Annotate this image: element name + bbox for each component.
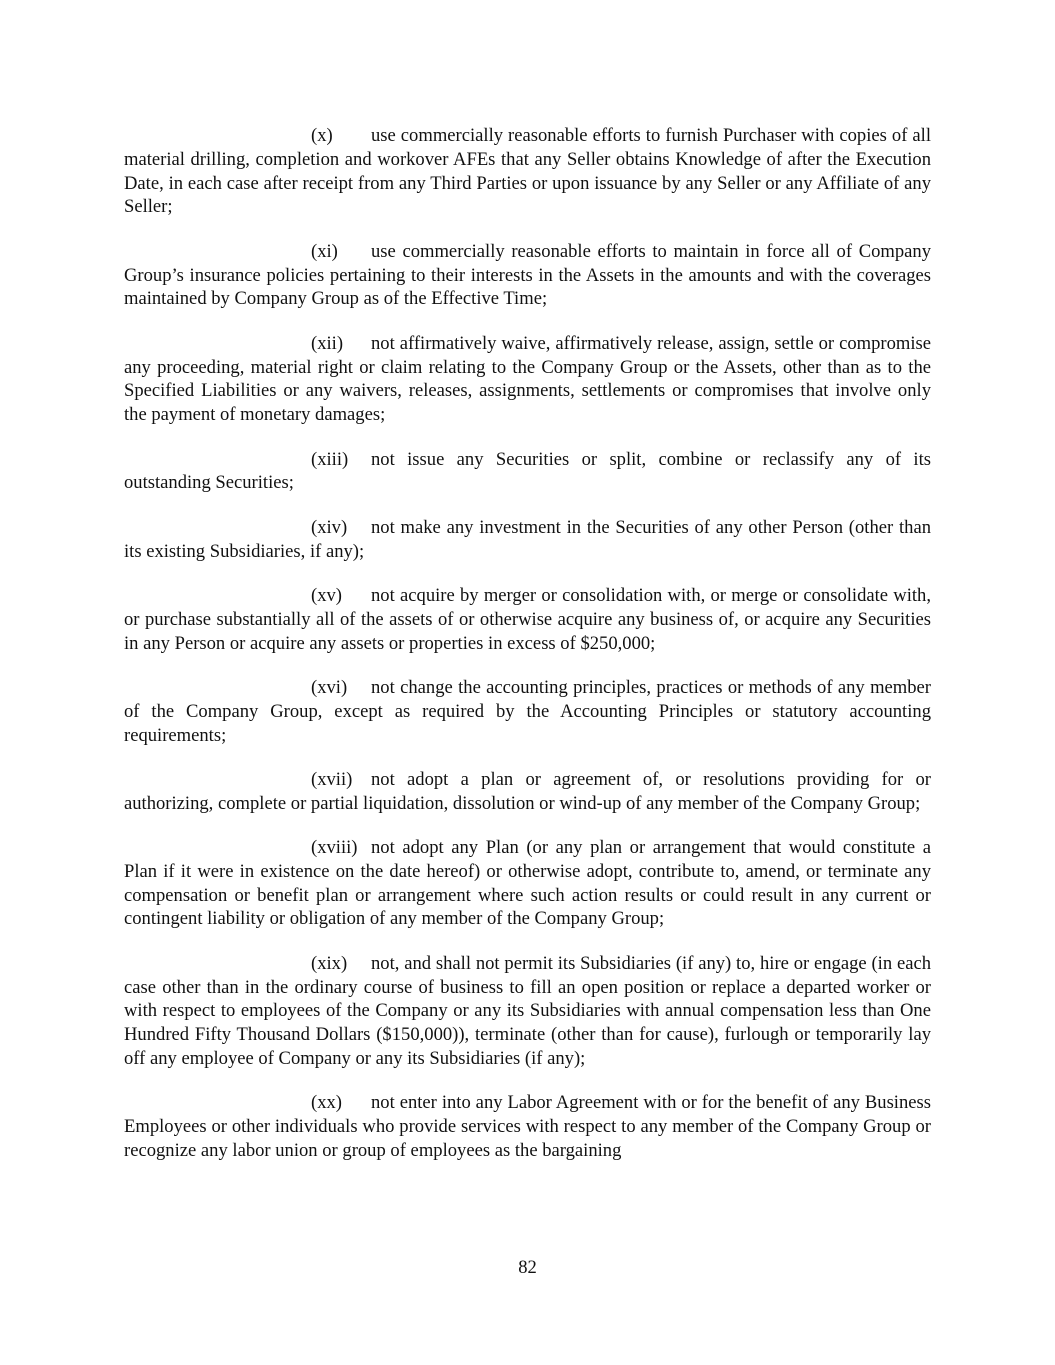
clause-xii [124,332,931,427]
document-body [124,124,931,1183]
clause-xiv [124,516,931,564]
clause-text: not issue any Securities or split, combine or reclassify any of its outstanding Securities; [124,448,931,494]
clause-text: not, and shall not permit its Subsidiaries (if any) to, hire or engage (in each case other than in the ordinary course of business to fill an open position or replace a departed worker or with respect to employees of the Company or any its Subsidiaries with annual compensation less than One Hundred Fifty Thousand Dollars ($150,000)), terminate (other than for cause), furlough or temporarily lay off any employee of Company or any its Subsidiaries (if any); [124,952,931,1070]
clause-x [124,124,931,219]
clause-xv [124,584,931,655]
clause-marker: (xii) [311,332,344,354]
clause-marker: (xx) [311,1092,342,1114]
clause-text: not make any investment in the Securities of any other Person (other than its existing Subsidiaries, if any); [124,516,931,562]
clause-marker: (xv) [311,584,342,606]
clause-xix [124,952,931,1071]
clause-text: use commercially reasonable efforts to furnish Purchaser with copies of all material drilling, completion and workover AFEs that any Seller obtains Knowledge of after the Execution Date, in each case after receipt from any Third Parties or upon issuance by any Seller or any Affiliate of any Seller; [124,125,931,218]
clause-xiii [124,448,931,496]
clause-text: not enter into any Labor Agreement with or for the benefit of any Business Employees or other individuals who provide services with respect to any member of the Company Group or recognize any labor union or group of employees as the bargaining [124,1092,931,1162]
clause-marker: (xix) [311,952,348,974]
clause-marker: (xviii) [311,837,358,859]
clause-marker: (xi) [311,240,338,262]
clause-xvii [124,768,931,816]
clause-text: not change the accounting principles, practices or methods of any member of the Company Group, except as required by the Accounting Principles or statutory accounting requirements; [124,676,931,746]
page-number: 82 [518,1257,537,1278]
clause-text: not adopt a plan or agreement of, or resolutions providing for or authorizing, complete or partial liquidation, dissolution or wind-up of any member of the Company Group; [124,768,931,814]
clause-text: not affirmatively waive, affirmatively release, assign, settle or compromise any proceeding, material right or claim relating to the Company Group or the Assets, other than as to the Specified Liabilities or any waivers, releases, assignments, settlements or compromises that involve only the payment of monetary damages; [124,332,931,426]
clause-text: not acquire by merger or consolidation with, or merge or consolidate with, or purchase substantially all of the assets of or otherwise acquire any business of, or acquire any Securities in any Person or acquire any assets or properties in excess of $250,000; [124,584,931,654]
clause-xx [124,1091,931,1162]
clause-text: not adopt any Plan (or any plan or arrangement that would constitute a Plan if it were in existence on the date hereof) or otherwise adopt, contribute to, amend, or terminate any compensation or benefit plan or arrangement where such action results or could result in any current or contingent liability or obligation of any member of the Company Group; [124,837,931,930]
clause-marker: (xvii) [311,768,353,790]
clause-marker: (xiv) [311,516,348,538]
clause-text: use commercially reasonable efforts to maintain in force all of Company Group’s insurance policies pertaining to their interests in the Assets in the amounts and with the coverages maintained by Company Group as of the Effective Time; [124,240,931,310]
clause-xi [124,240,931,311]
clause-marker: (x) [311,125,333,146]
clause-xviii [124,836,931,931]
clause-marker: (xvi) [311,676,348,698]
clause-xvi [124,676,931,747]
clause-marker: (xiii) [311,448,349,470]
